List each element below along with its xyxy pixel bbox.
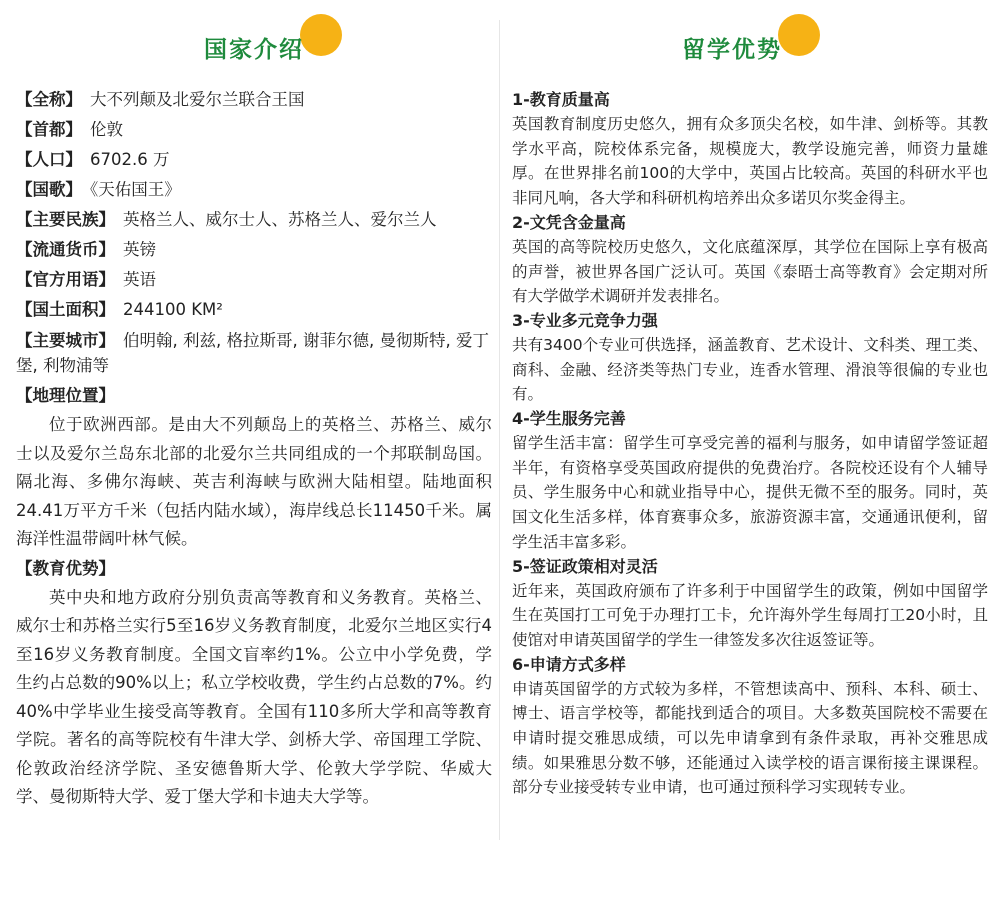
title-accent-circle xyxy=(778,14,820,56)
title-accent-circle xyxy=(300,14,342,56)
advantage-body: 共有3400个专业可供选择，涵盖教育、艺术设计、文科类、理工类、商科、金融、经济类等热门专业，连香水管理、滑浪等很偏的专业也有。 xyxy=(512,335,988,404)
advantage-item xyxy=(512,309,988,407)
advantage-title: 3-专业多元竞争力强 xyxy=(512,310,658,330)
field-area: 【国土面积】 244100 KM² xyxy=(16,300,223,319)
geo-heading: 【地理位置】 xyxy=(16,386,115,405)
field-capital: 【首都】 伦敦 xyxy=(16,120,123,139)
field-ethnic-groups: 【主要民族】 英格兰人、威尔士人、苏格兰人、爱尔兰人 xyxy=(16,210,437,229)
field-language: 【官方用语】 英语 xyxy=(16,270,156,289)
field-population: 【人口】 6702.6 万 xyxy=(16,150,170,169)
study-advantages-heading xyxy=(680,14,830,64)
advantage-body: 英国的高等院校历史悠久，文化底蕴深厚，其学位在国际上享有极高的声誉，被世界各国广泛认可。英国《泰晤士高等教育》会定期对所有大学做学术调研并发表排名。 xyxy=(512,237,988,306)
country-intro-title: 国家介绍 xyxy=(204,37,304,63)
advantage-title: 6-申请方式多样 xyxy=(512,654,626,674)
advantage-title: 1-教育质量高 xyxy=(512,90,610,109)
advantage-item xyxy=(512,653,988,801)
country-intro-heading xyxy=(200,14,350,64)
advantage-body: 英国教育制度历史悠久，拥有众多顶尖名校，如牛津、剑桥等。其教学水平高，院校体系完备，规模庞大，教学设施完善，师资力量雄厚。在世界排名前100的大学中，英国占比较高。英国的科研水平也非同凡响，各大学和科研机构培养出众多诺贝尔奖金得主。 xyxy=(512,115,988,208)
advantage-body: 留学生活丰富：留学生可享受完善的福利与服务，如申请留学签证超半年，有资格享受英国政府提供的免费治疗。各院校还设有个人辅导员、学生服务中心和就业指导中心，提供无微不至的服务。同时，英国文化生活多样，体育赛事众多，旅游资源丰富，交通通讯便利，留学生活丰富多彩。 xyxy=(512,434,988,551)
advantage-item xyxy=(512,88,988,211)
field-currency: 【流通货币】 英镑 xyxy=(16,240,156,259)
country-info xyxy=(16,85,492,812)
advantage-body: 近年来，英国政府颁布了许多利于中国留学生的政策，例如中国留学生在英国打工可免于办理打工卡，允许海外学生每周打工20小时，且使馆对申请英国留学的学生一律签发多次往返签证等。 xyxy=(512,581,988,649)
advantage-item xyxy=(512,555,988,653)
study-advantages-title: 留学优势 xyxy=(682,37,782,63)
advantage-title: 2-文凭含金量高 xyxy=(512,212,626,232)
advantages-list xyxy=(512,88,988,800)
edu-heading: 【教育优势】 xyxy=(16,558,115,578)
field-major-cities: 【主要城市】 伯明翰, 利兹, 格拉斯哥, 谢菲尔德, 曼彻斯特, 爱丁堡, 利物浦等 xyxy=(16,331,489,375)
field-anthem: 【国歌】 《天佑国王》 xyxy=(16,180,181,199)
advantage-title: 4-学生服务完善 xyxy=(512,409,626,429)
advantage-body: 申请英国留学的方式较为多样，不管想读高中、预科、本科、硕士、博士、语言学校等，都能找到适合的项目。大多数英国院校不需要在申请时提交雅思成绩，可以先申请拿到有条件录取，再补交雅思成绩。如果雅思分数不够，还能通过入读学校的语言课衔接主课课程。部分专业接受转专业申请，也可通过预科学习实现转专业。 xyxy=(512,679,988,797)
advantage-item xyxy=(512,211,988,309)
field-full-name: 【全称】 大不列颠及北爱尔兰联合王国 xyxy=(16,90,305,109)
geo-paragraph: 位于欧洲西部。是由大不列颠岛上的英格兰、苏格兰、威尔士以及爱尔兰岛东北部的北爱尔兰共同组成的一个邦联制岛国。隔北海、多佛尔海峡、英吉利海峡与欧洲大陆相望。陆地面积24.41万平方千米（包括内陆水域），海岸线总长11450千米。属海洋性温带阔叶林气候。 xyxy=(16,415,492,548)
edu-paragraph: 英中央和地方政府分别负责高等教育和义务教育。英格兰、威尔士和苏格兰实行5至16岁义务教育制度，北爱尔兰地区实行4至16岁义务教育制度。全国文盲率约1%。公立中小学免费，学生约占总数的90%以上；私立学校收费，学生约占总数的7%。约40%中学毕业生接受高等教育。全国有110多所大学和高等教育学院。著名的高等院校有牛津大学、剑桥大学、帝国理工学院、伦敦政治经济学院、圣安德鲁斯大学、伦敦大学学院、华威大学、曼彻斯特大学、爱丁堡大学和卡迪夫大学等。 xyxy=(16,587,492,806)
advantage-item xyxy=(512,407,988,555)
advantage-title: 5-签证政策相对灵活 xyxy=(512,556,658,576)
column-divider xyxy=(499,20,500,840)
